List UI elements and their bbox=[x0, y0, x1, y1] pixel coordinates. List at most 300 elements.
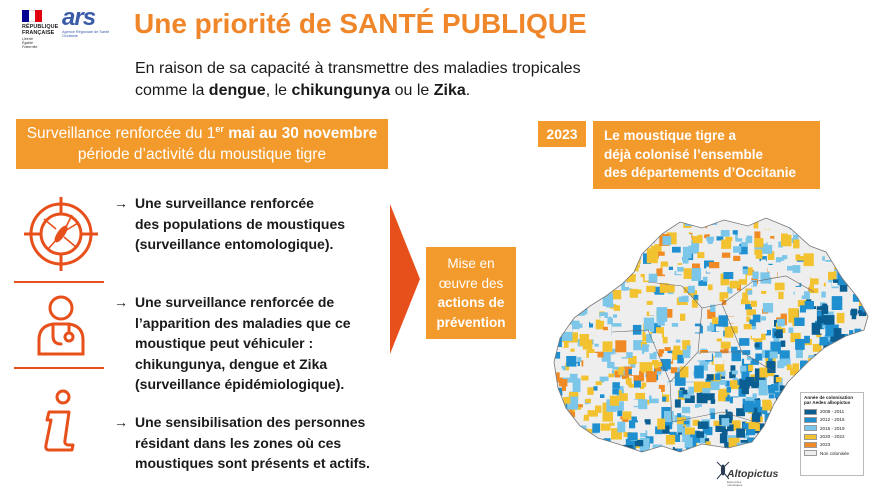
map-commune-patch bbox=[838, 243, 842, 248]
map-commune-patch bbox=[845, 224, 853, 233]
map-commune-patch bbox=[782, 442, 791, 453]
map-commune-patch bbox=[644, 214, 653, 221]
map-commune-patch bbox=[787, 365, 792, 371]
map-commune-patch bbox=[696, 466, 703, 470]
map-commune-patch bbox=[575, 410, 584, 419]
map-commune-patch bbox=[617, 422, 625, 433]
map-commune-patch bbox=[781, 420, 792, 431]
map-commune-patch bbox=[596, 464, 604, 470]
map-commune-patch bbox=[742, 389, 749, 395]
map-commune-patch bbox=[593, 232, 602, 239]
map-commune-patch bbox=[680, 467, 690, 470]
map-commune-patch bbox=[779, 394, 787, 402]
map-commune-patch bbox=[738, 230, 747, 238]
map-commune-patch bbox=[744, 401, 754, 413]
map-commune-patch bbox=[775, 392, 780, 398]
map-commune-patch bbox=[796, 350, 803, 358]
map-commune-patch bbox=[560, 213, 565, 216]
map-commune-patch bbox=[635, 459, 640, 466]
map-commune-patch bbox=[733, 397, 743, 408]
map-commune-patch bbox=[573, 281, 580, 287]
map-commune-patch bbox=[583, 256, 592, 268]
map-commune-patch bbox=[557, 419, 563, 426]
map-commune-patch bbox=[794, 387, 800, 391]
map-commune-patch bbox=[664, 466, 672, 470]
map-commune-patch bbox=[573, 297, 582, 306]
map-commune-patch bbox=[702, 320, 710, 326]
map-commune-patch bbox=[777, 361, 784, 369]
map-commune-patch bbox=[710, 301, 715, 304]
map-commune-patch bbox=[642, 383, 647, 388]
map-commune-patch bbox=[801, 213, 805, 216]
map-commune-patch bbox=[552, 430, 560, 441]
map-commune-patch bbox=[639, 268, 647, 274]
map-commune-patch bbox=[632, 368, 639, 376]
map-commune-patch bbox=[849, 261, 857, 267]
map-commune-patch bbox=[558, 218, 569, 226]
map-commune-patch bbox=[846, 303, 851, 310]
map-commune-patch bbox=[776, 377, 782, 382]
map-commune-patch bbox=[560, 370, 570, 377]
map-commune-patch bbox=[592, 423, 600, 432]
map-commune-patch bbox=[822, 305, 829, 314]
map-commune-patch bbox=[677, 413, 681, 417]
map-commune-patch bbox=[799, 222, 803, 227]
map-commune-patch bbox=[832, 296, 843, 310]
map-commune-patch bbox=[856, 283, 866, 293]
map-commune-patch bbox=[676, 340, 681, 343]
map-commune-patch bbox=[663, 267, 669, 275]
map-commune-patch bbox=[657, 371, 662, 374]
map-commune-patch bbox=[866, 425, 872, 430]
intro-line-2: comme la dengue, le chikungunya ou le Zika. bbox=[135, 82, 471, 99]
map-commune-patch bbox=[652, 333, 660, 342]
map-commune-patch bbox=[811, 221, 817, 226]
map-commune-patch bbox=[600, 394, 604, 398]
map-commune-patch bbox=[857, 225, 862, 229]
map-commune-patch bbox=[588, 245, 592, 249]
map-commune-patch bbox=[828, 380, 834, 387]
legend-swatch bbox=[804, 417, 817, 423]
map-commune-patch bbox=[626, 257, 635, 265]
map-commune-patch bbox=[747, 356, 751, 360]
map-commune-patch bbox=[766, 418, 777, 428]
map-commune-patch bbox=[864, 331, 873, 342]
map-commune-patch bbox=[563, 257, 572, 264]
map-commune-patch bbox=[871, 389, 872, 396]
map-commune-patch bbox=[579, 224, 584, 230]
map-commune-patch bbox=[604, 266, 610, 273]
map-commune-patch bbox=[865, 240, 872, 247]
map-commune-patch bbox=[631, 455, 639, 463]
map-commune-patch bbox=[774, 444, 780, 451]
map-commune-patch bbox=[688, 238, 692, 241]
map-commune-patch bbox=[828, 271, 836, 280]
map-commune-patch bbox=[743, 423, 748, 429]
map-commune-patch bbox=[560, 441, 564, 444]
map-commune-patch bbox=[846, 264, 851, 269]
map-commune-patch bbox=[855, 346, 863, 356]
map-commune-patch bbox=[845, 269, 855, 280]
map-commune-patch bbox=[822, 362, 828, 370]
chevron-right-icon bbox=[390, 204, 420, 354]
map-commune-patch bbox=[564, 272, 573, 284]
map-commune-patch bbox=[696, 456, 700, 459]
map-commune-patch bbox=[804, 253, 814, 266]
map-commune-patch bbox=[575, 293, 582, 299]
map-commune-patch bbox=[599, 280, 607, 289]
bullet-entomological: → Une surveillance renforcée des populations de moustiques (surveillance entomologique). bbox=[114, 195, 346, 252]
map-commune-patch bbox=[692, 231, 697, 237]
legend-item: 2016 - 2019 bbox=[804, 425, 860, 431]
map-commune-patch bbox=[783, 413, 789, 420]
map-commune-patch bbox=[582, 242, 590, 251]
map-commune-patch bbox=[581, 227, 586, 231]
map-commune-patch bbox=[782, 447, 791, 455]
map-commune-patch bbox=[697, 252, 704, 258]
map-commune-patch bbox=[641, 222, 646, 226]
map-commune-patch bbox=[769, 394, 774, 398]
map-commune-patch bbox=[559, 270, 570, 282]
map-commune-patch bbox=[602, 443, 610, 453]
map-commune-patch bbox=[592, 252, 599, 259]
map-commune-patch bbox=[852, 241, 858, 248]
map-commune-patch bbox=[771, 409, 780, 419]
map-commune-patch bbox=[598, 463, 607, 470]
colonised-box: Le moustique tigre a déjà colonisé l’ensemble des départements d’Occitanie bbox=[593, 121, 820, 189]
map-commune-patch bbox=[646, 461, 656, 470]
map-commune-patch bbox=[660, 286, 667, 293]
map-commune-patch bbox=[864, 445, 872, 453]
map-commune-patch bbox=[736, 291, 743, 299]
map-commune-patch bbox=[566, 273, 574, 283]
map-commune-patch bbox=[755, 444, 759, 449]
map-commune-patch bbox=[847, 212, 857, 225]
map-commune-patch bbox=[555, 259, 563, 264]
map-commune-patch bbox=[588, 404, 595, 408]
map-commune-patch bbox=[657, 307, 668, 322]
map-commune-patch bbox=[811, 212, 818, 217]
map-commune-patch bbox=[564, 426, 570, 434]
map-commune-patch bbox=[787, 402, 798, 415]
legend-swatch bbox=[804, 450, 817, 456]
map-commune-patch bbox=[768, 239, 774, 245]
map-commune-patch bbox=[623, 258, 631, 265]
map-commune-patch bbox=[568, 281, 576, 286]
map-commune-patch bbox=[673, 346, 680, 355]
map-commune-patch bbox=[583, 340, 593, 350]
map-commune-patch bbox=[561, 466, 571, 471]
map-commune-patch bbox=[817, 217, 824, 223]
map-commune-patch bbox=[871, 269, 872, 279]
map-commune-patch bbox=[720, 380, 727, 385]
map-commune-patch bbox=[794, 318, 804, 326]
map-commune-patch bbox=[560, 468, 568, 470]
map-commune-patch bbox=[600, 229, 609, 238]
map-commune-patch bbox=[630, 252, 641, 264]
map-commune-patch bbox=[702, 388, 710, 393]
map-commune-patch bbox=[773, 302, 779, 309]
map-commune-patch bbox=[722, 253, 730, 258]
map-commune-patch bbox=[582, 280, 593, 288]
rf-name: RÉPUBLIQUE FRANÇAISE bbox=[22, 24, 59, 36]
map-commune-patch bbox=[865, 442, 872, 450]
map-legend bbox=[800, 392, 864, 476]
map-commune-patch bbox=[601, 469, 607, 470]
map-commune-patch bbox=[644, 352, 649, 356]
map-commune-patch bbox=[599, 282, 604, 287]
map-commune-patch bbox=[768, 424, 772, 428]
map-commune-patch bbox=[609, 374, 614, 378]
map-commune-patch bbox=[682, 407, 690, 413]
map-commune-patch bbox=[777, 429, 782, 436]
map-commune-patch bbox=[628, 258, 637, 266]
map-commune-patch bbox=[652, 466, 660, 470]
map-commune-patch bbox=[552, 292, 557, 295]
map-commune-patch bbox=[590, 320, 596, 324]
map-commune-patch bbox=[618, 226, 622, 232]
legend-swatch bbox=[804, 442, 817, 448]
map-commune-patch bbox=[585, 452, 594, 459]
map-commune-patch bbox=[596, 267, 602, 272]
map-commune-patch bbox=[860, 219, 867, 228]
map-commune-patch bbox=[657, 419, 665, 430]
map-commune-patch bbox=[862, 358, 868, 363]
map-commune-patch bbox=[789, 328, 794, 334]
map-commune-patch bbox=[552, 450, 558, 457]
map-commune-patch bbox=[593, 234, 601, 243]
map-commune-patch bbox=[848, 221, 856, 228]
map-commune-patch bbox=[761, 316, 766, 320]
ars-word: ars bbox=[62, 4, 96, 31]
map-commune-patch bbox=[751, 301, 757, 307]
map-commune-patch bbox=[866, 298, 872, 303]
map-commune-patch bbox=[703, 277, 708, 282]
map-commune-patch bbox=[693, 326, 700, 332]
map-commune-patch bbox=[680, 366, 689, 377]
map-commune-patch bbox=[752, 331, 761, 339]
map-commune-patch bbox=[610, 243, 617, 251]
map-commune-patch bbox=[612, 389, 619, 395]
map-commune-patch bbox=[566, 356, 576, 367]
map-commune-patch bbox=[715, 374, 720, 381]
map-commune-patch bbox=[759, 380, 765, 387]
map-commune-patch bbox=[868, 325, 872, 340]
map-commune-patch bbox=[721, 240, 731, 249]
prevention-action-box: Mise en œuvre des actions de prévention bbox=[426, 247, 516, 339]
map-commune-patch bbox=[603, 272, 610, 282]
map-commune-patch bbox=[836, 224, 842, 228]
map-commune-patch bbox=[610, 396, 619, 406]
map-commune-patch bbox=[870, 244, 872, 254]
map-commune-patch bbox=[795, 339, 805, 350]
map-commune-patch bbox=[663, 337, 668, 344]
map-commune-patch bbox=[866, 355, 871, 359]
map-commune-patch bbox=[801, 218, 808, 227]
map-commune-patch bbox=[760, 284, 769, 290]
map-commune-patch bbox=[802, 215, 806, 221]
map-commune-patch bbox=[573, 286, 581, 296]
map-commune-patch bbox=[694, 366, 704, 379]
map-commune-patch bbox=[818, 261, 825, 271]
map-commune-patch bbox=[683, 247, 692, 258]
map-commune-patch bbox=[553, 469, 560, 470]
map-commune-patch bbox=[559, 461, 565, 465]
map-commune-patch bbox=[833, 279, 838, 283]
map-commune-patch bbox=[789, 419, 800, 431]
map-commune-patch bbox=[824, 354, 830, 361]
map-commune-patch bbox=[842, 375, 851, 383]
map-commune-patch bbox=[609, 268, 615, 275]
map-commune-patch bbox=[784, 449, 789, 454]
map-commune-patch bbox=[603, 293, 613, 306]
map-commune-patch bbox=[566, 259, 575, 270]
map-commune-patch bbox=[698, 404, 702, 407]
map-commune-patch bbox=[867, 335, 872, 345]
map-commune-patch bbox=[712, 317, 718, 324]
map-commune-patch bbox=[622, 411, 631, 419]
map-commune-patch bbox=[594, 459, 604, 471]
map-commune-patch bbox=[594, 336, 603, 342]
map-commune-patch bbox=[611, 240, 616, 244]
map-commune-patch bbox=[582, 468, 590, 470]
map-commune-patch bbox=[587, 424, 592, 429]
map-commune-patch bbox=[583, 268, 590, 272]
map-commune-patch bbox=[788, 432, 795, 438]
map-commune-patch bbox=[641, 464, 650, 470]
map-commune-patch bbox=[788, 253, 793, 257]
map-commune-patch bbox=[565, 265, 571, 271]
map-commune-patch bbox=[566, 436, 576, 447]
map-commune-patch bbox=[758, 215, 769, 230]
map-commune-patch bbox=[604, 381, 612, 386]
legend-item: 2012 - 2015 bbox=[804, 417, 860, 423]
map-commune-patch bbox=[863, 235, 870, 243]
map-commune-patch bbox=[649, 311, 655, 315]
map-commune-patch bbox=[746, 377, 755, 386]
map-commune-patch bbox=[688, 286, 695, 293]
map-commune-patch bbox=[747, 231, 753, 235]
map-commune-patch bbox=[771, 384, 779, 391]
divider-2 bbox=[14, 367, 104, 369]
map-commune-patch bbox=[862, 298, 869, 306]
map-commune-patch bbox=[770, 410, 781, 417]
map-commune-patch bbox=[682, 213, 689, 219]
map-commune-patch bbox=[817, 311, 821, 316]
map-commune-patch bbox=[721, 230, 730, 237]
map-commune-patch bbox=[770, 228, 777, 236]
map-commune-patch bbox=[775, 283, 785, 291]
map-commune-patch bbox=[557, 436, 567, 448]
map-commune-patch bbox=[848, 343, 854, 349]
map-commune-patch bbox=[711, 381, 720, 390]
map-commune-patch bbox=[571, 349, 575, 352]
map-commune-patch bbox=[626, 378, 632, 385]
map-commune-patch bbox=[843, 375, 852, 385]
map-commune-patch bbox=[716, 448, 721, 455]
map-commune-patch bbox=[783, 423, 793, 432]
map-commune-patch bbox=[553, 459, 564, 468]
map-commune-patch bbox=[753, 272, 759, 280]
map-commune-patch bbox=[593, 386, 597, 390]
map-commune-patch bbox=[612, 223, 618, 228]
map-commune-patch bbox=[825, 325, 834, 337]
map-commune-patch bbox=[666, 435, 675, 445]
map-commune-patch bbox=[564, 437, 571, 443]
map-commune-patch bbox=[597, 249, 604, 256]
map-commune-patch bbox=[562, 279, 568, 284]
map-commune-patch bbox=[624, 386, 629, 389]
map-commune-patch bbox=[811, 360, 816, 366]
map-commune-patch bbox=[671, 463, 679, 471]
map-commune-patch bbox=[684, 421, 690, 425]
map-commune-patch bbox=[553, 403, 564, 410]
map-commune-patch bbox=[596, 381, 602, 385]
arrow-icon: → bbox=[114, 195, 128, 211]
legend-item: 2020 - 2022 bbox=[804, 434, 860, 440]
map-commune-patch bbox=[568, 296, 573, 302]
map-commune-patch bbox=[557, 243, 562, 247]
map-commune-patch bbox=[619, 393, 628, 401]
map-commune-patch bbox=[615, 340, 626, 352]
map-commune-patch bbox=[644, 461, 655, 470]
altopictus-sub: Expert des moustiques bbox=[727, 480, 743, 488]
map-commune-patch bbox=[601, 316, 605, 321]
map-commune-patch bbox=[752, 414, 760, 422]
map-commune-patch bbox=[601, 424, 611, 431]
legend-item: 2023 bbox=[804, 442, 860, 448]
map-commune-patch bbox=[844, 247, 848, 250]
map-commune-patch bbox=[784, 446, 791, 454]
map-commune-patch bbox=[677, 267, 684, 272]
map-commune-patch bbox=[869, 467, 872, 470]
map-commune-patch bbox=[830, 234, 837, 239]
map-commune-patch bbox=[810, 372, 818, 377]
map-commune-patch bbox=[649, 457, 659, 464]
map-commune-patch bbox=[630, 252, 639, 261]
map-commune-patch bbox=[693, 216, 699, 223]
map-commune-patch bbox=[596, 320, 605, 330]
map-commune-patch bbox=[843, 343, 848, 349]
map-commune-patch bbox=[679, 296, 689, 302]
map-commune-patch bbox=[785, 466, 792, 470]
map-commune-patch bbox=[701, 462, 710, 470]
map-commune-patch bbox=[625, 283, 629, 288]
map-commune-patch bbox=[713, 214, 718, 218]
map-commune-patch bbox=[838, 357, 846, 367]
map-commune-patch bbox=[688, 387, 694, 395]
map-commune-patch bbox=[843, 237, 854, 249]
map-commune-patch bbox=[561, 429, 567, 435]
map-commune-patch bbox=[665, 462, 674, 469]
map-commune-patch bbox=[789, 454, 800, 468]
map-commune-patch bbox=[777, 425, 782, 430]
map-commune-patch bbox=[587, 280, 595, 290]
map-commune-patch bbox=[719, 315, 728, 326]
surveillance-line-2: période d’activité du moustique tigre bbox=[77, 146, 327, 163]
map-commune-patch bbox=[798, 231, 804, 235]
map-commune-patch bbox=[571, 248, 579, 257]
map-commune-patch bbox=[782, 255, 787, 259]
map-commune-patch bbox=[871, 394, 872, 406]
map-commune-patch bbox=[612, 382, 620, 388]
map-commune-patch bbox=[615, 357, 622, 367]
map-commune-patch bbox=[829, 236, 835, 243]
map-commune-patch bbox=[831, 364, 842, 378]
bullet-epidemiological: → Une surveillance renforcée de l’apparition des maladies que ce moustique peut véhiculer : chikungunya, dengue et Zika (surveillance épidémiologique). bbox=[114, 294, 351, 392]
legend-title: Année de colonisation par Aedes albopictus bbox=[804, 395, 854, 406]
map-commune-patch bbox=[829, 368, 837, 375]
